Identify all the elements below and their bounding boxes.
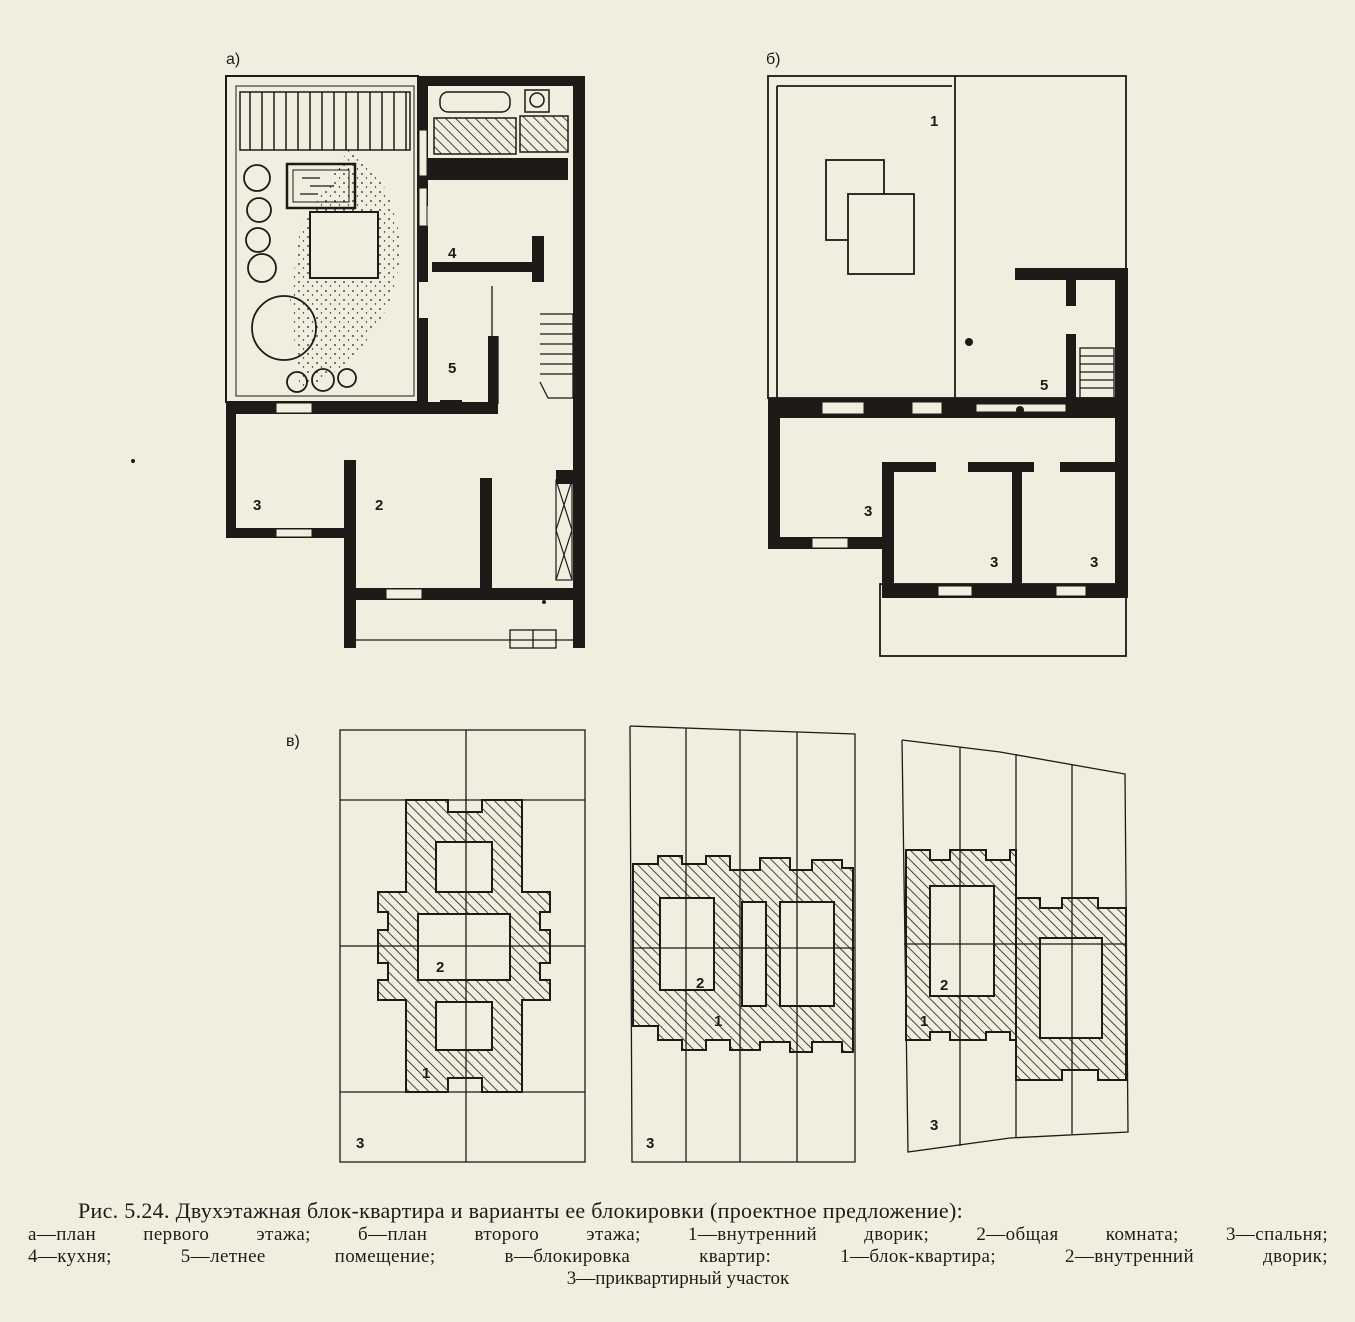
panel-label-b: б) (766, 51, 781, 68)
blocking-variant-3 (902, 740, 1128, 1152)
plan-a-room-4: 4 (448, 245, 457, 262)
caption-line-4: 3—приквартирный участок (566, 1268, 790, 1289)
variant-3-label-1: 1 (920, 1013, 929, 1030)
variant-2-label-1: 1 (714, 1013, 723, 1030)
blocking-variant-1 (286, 730, 585, 1162)
front-yard (356, 630, 573, 648)
caption-line-3: 4—кухня; 5—летнее помещение; в—блокировка квартир: 1—блок-квартира; 2—внутренний дворик; (28, 1246, 1328, 1267)
plan-b-stairs (1080, 348, 1114, 398)
variant-2-block-units (633, 856, 853, 1052)
plan-a-room-5: 5 (448, 360, 457, 377)
plan-a-stairs (492, 286, 573, 404)
speck (131, 459, 135, 463)
plan-a-room-2: 2 (375, 497, 384, 514)
plan-b-room-3a: 3 (864, 503, 873, 520)
plan-b-second-floor (766, 51, 1128, 656)
blocking-variant-2 (630, 726, 855, 1162)
variant-3-block-units (906, 850, 1016, 1040)
variant-2-label-2: 2 (696, 975, 705, 992)
variant-1-label-2: 2 (436, 959, 445, 976)
plan-a-boiler (556, 480, 572, 580)
variant-3-label-2: 2 (940, 977, 949, 994)
plan-a-walls (226, 76, 585, 648)
variant-1-label-3: 3 (356, 1135, 365, 1152)
plan-b-column (965, 338, 973, 346)
plan-b-room-3c: 3 (1090, 554, 1099, 571)
plan-a-room-3: 3 (253, 497, 262, 514)
variant-3-label-3: 3 (930, 1117, 939, 1134)
panel-label-a: а) (226, 51, 241, 68)
variant-3-block-units-right (1016, 898, 1126, 1080)
plan-b-windows (812, 402, 1086, 596)
variant-1-label-1: 1 (422, 1065, 431, 1082)
plan-a-first-floor (131, 51, 585, 648)
plan-b-column (1016, 406, 1024, 414)
pergola (240, 92, 410, 150)
speck (542, 600, 546, 604)
plan-b-room-3b: 3 (990, 554, 999, 571)
caption-line-2: а—план первого этажа; б—план второго этажа; 1—внутренний дворик; 2—общая комната; 3—спальня; (28, 1224, 1328, 1245)
caption-title: Рис. 5.24. Двухэтажная блок-квартира и варианты ее блокировки (проектное предложение): (78, 1198, 963, 1223)
panel-label-c: в) (286, 733, 300, 750)
variant-2-label-3: 3 (646, 1135, 655, 1152)
figure-caption (28, 1198, 1328, 1290)
paving-slab (310, 212, 378, 278)
plan-b-room-1: 1 (930, 113, 939, 130)
plan-b-room-5: 5 (1040, 377, 1049, 394)
